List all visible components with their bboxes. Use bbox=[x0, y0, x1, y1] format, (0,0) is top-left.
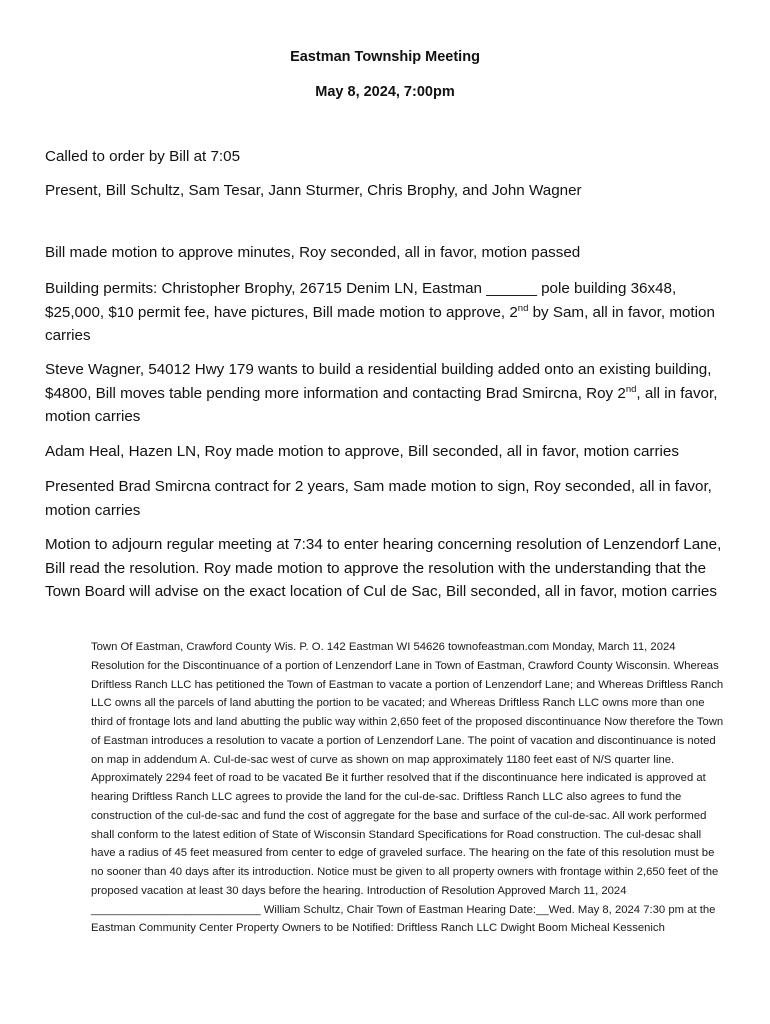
permit-brophy-text-end: by Sam, all in favor, motion carries bbox=[45, 303, 715, 344]
call-to-order: Called to order by Bill at 7:05 bbox=[45, 148, 241, 165]
permit-wagner-text-end: , all in favor, motion carries bbox=[45, 384, 718, 425]
contract-motion: Presented Brad Smircna contract for 2 years, Sam made motion to sign, Roy seconded, all in favor, motion carries bbox=[45, 478, 712, 519]
permit-wagner bbox=[45, 358, 735, 429]
permit-heal: Adam Heal, Hazen LN, Roy made motion to approve, Bill seconded, all in favor, motion carries bbox=[45, 443, 679, 460]
meeting-title: Eastman Township Meeting bbox=[290, 49, 480, 65]
resolution-text: Town Of Eastman, Crawford County Wis. P. O. 142 Eastman WI 54626 townofeastman.com Monday, March 11, 2024 Resolution for the Discontinuance of a portion of Lenzendorf Lane in Town of Eastman, Crawford County Wisconsin. Whereas Driftless Ranch LLC has petitioned the Town of Eastman to vacate a portion of Lenzendorf Lane; and Whereas Driftless Ranch LLC owns all the parcels of land abutting the portion to be vacated; and Whereas Driftless Ranch LLC owns more than one third of frontage lots and land abutting the public way within 2,650 feet of the proposed discontinuance Now therefore the Town of Eastman introduces a resolution to vacate a portion of Lenzendorf Lane. The point of vacation and discontinuance is noted on map in addendum A. Cul-de-sac west of curve as shown on map approximately 1180 feet east of N/S quarter line. Approximately 2294 feet of road to be vacated Be it further resolved that if the discontinuance here indicated is approved at hearing Driftless Ranch LLC agrees to provide the land for the cul-de-sac. Driftless Ranch LLC also agrees to fund the construction of the cul-de-sac and fund the cost of aggregate for the base and surface of the cul-de-sac. All work performed shall conform to the latest edition of State of Wisconsin Standard Specifications for Road construction. The cul-desac shall have a radius of 45 feet measured from center to edge of graveled surface. The hearing on the fate of this resolution must be no sooner than 40 days after its introduction. Notice must be given to all property owners with frontage within 2,650 feet of the proposed vacation at least 30 days before the hearing. Introduction of Resolution Approved March 11, 2024 ___________________________ William Schultz, Chair Town of Eastman Hearing Date:__Wed. May 8, 2024 7:30 pm at the Eastman Community Center Property Owners to be Notified: Driftless Ranch LLC Dwight Boom Micheal Kessenich bbox=[91, 641, 724, 935]
ordinal-suffix: nd bbox=[517, 302, 529, 314]
attendance: Present, Bill Schultz, Sam Tesar, Jann Sturmer, Chris Brophy, and John Wagner bbox=[45, 182, 582, 199]
permit-brophy bbox=[45, 277, 735, 348]
permit-brophy-text: Building permits: Christopher Brophy, 26715 Denim LN, Eastman ______ pole building 36x48, $25,000, $10 permit fee, have pictures, Bill made motion to approve, 2 bbox=[45, 280, 677, 321]
permit-wagner-text: Steve Wagner, 54012 Hwy 179 wants to build a residential building added onto an existing building, $4800, Bill moves table pending more information and contacting Brad Smircna, Roy 2 bbox=[45, 361, 712, 402]
adjourn-motion: Motion to adjourn regular meeting at 7:34 to enter hearing concerning resolution of Lenzendorf Lane, Bill read the resolution. Roy made motion to approve the resolution with the understanding that the Town Board will advise on the exact location of Cul de Sac, Bill seconded, all in favor, motion carries bbox=[45, 536, 722, 600]
ordinal-suffix: nd bbox=[625, 383, 637, 395]
meeting-date: May 8, 2024, 7:00pm bbox=[315, 84, 455, 100]
approve-minutes: Bill made motion to approve minutes, Roy seconded, all in favor, motion passed bbox=[45, 244, 581, 261]
